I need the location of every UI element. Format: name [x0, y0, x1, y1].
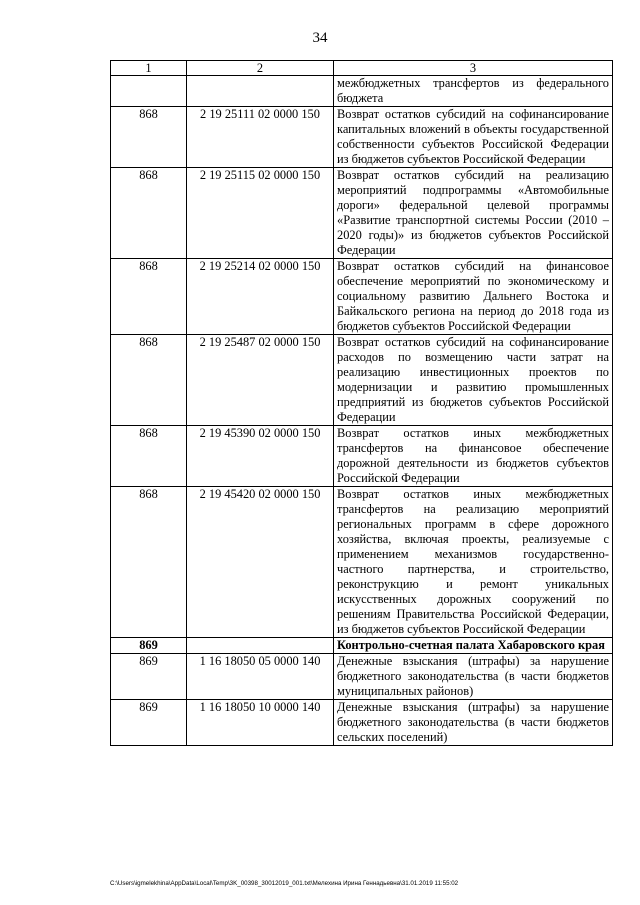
- table-row: [111, 654, 613, 700]
- revenue-name-cell: Возврат остатков иных межбюджетных трансфертов на реализацию мероприятий региональных программ в сфере дорожного хозяйства, включая проекты, реализуемые с применением механизмов государственно-частного партнерства, и строительство, реконструкцию и ремонт уникальных искусственных дорожных сооружений по решениям Правительства Российской Федерации, из бюджетов субъектов Российской Федерации: [334, 487, 613, 638]
- revenue-code-cell: [187, 638, 334, 654]
- table-row: [111, 107, 613, 168]
- table-row: [111, 335, 613, 426]
- column-header-1: 1: [111, 61, 187, 76]
- revenue-code-cell: 2 19 45390 02 0000 150: [187, 426, 334, 487]
- revenue-name-cell: межбюджетных трансфертов из федерального бюджета: [334, 76, 613, 107]
- admin-code-cell: 868: [111, 168, 187, 259]
- admin-code-cell: 869: [111, 638, 187, 654]
- administrator-name-cell: Контрольно-счетная палата Хабаровского края: [334, 638, 613, 654]
- table-row-section-heading: [111, 638, 613, 654]
- revenue-code-cell: 2 19 25214 02 0000 150: [187, 259, 334, 335]
- admin-code-cell: 868: [111, 335, 187, 426]
- admin-code-cell: 868: [111, 487, 187, 638]
- revenue-code-cell: 2 19 45420 02 0000 150: [187, 487, 334, 638]
- admin-code-cell: 868: [111, 426, 187, 487]
- table-row: [111, 426, 613, 487]
- admin-code-cell: [111, 76, 187, 107]
- revenue-code-cell: 1 16 18050 05 0000 140: [187, 654, 334, 700]
- revenue-code-cell: 1 16 18050 10 0000 140: [187, 700, 334, 746]
- admin-code-cell: 869: [111, 700, 187, 746]
- admin-code-cell: 868: [111, 259, 187, 335]
- revenue-name-cell: Денежные взыскания (штрафы) за нарушение бюджетного законодательства (в части бюджетов сельских поселений): [334, 700, 613, 746]
- revenue-name-cell: Возврат остатков субсидий на реализацию мероприятий подпрограммы «Автомобильные дороги» федеральной целевой программы «Развитие транспортной системы России (2010 – 2020 годы)» из бюджетов субъектов Российской Федерации: [334, 168, 613, 259]
- column-header-2: 2: [187, 61, 334, 76]
- table-row: [111, 700, 613, 746]
- table-row: [111, 259, 613, 335]
- revenue-code-cell: 2 19 25111 02 0000 150: [187, 107, 334, 168]
- column-header-3: 3: [334, 61, 613, 76]
- revenue-name-cell: Возврат остатков субсидий на софинансирование расходов по возмещению части затрат на реализацию инвестиционных проектов по модернизации и развитию промышленных предприятий из бюджетов субъектов Российской Федерации: [334, 335, 613, 426]
- table-row: [111, 76, 613, 107]
- table-header-row: [111, 61, 613, 76]
- budget-codes-table: [110, 60, 613, 746]
- revenue-code-cell: 2 19 25487 02 0000 150: [187, 335, 334, 426]
- revenue-name-cell: Возврат остатков субсидий на софинансирование капитальных вложений в объекты государственной собственности субъектов Российской Федерации из бюджетов субъектов Российской Федерации: [334, 107, 613, 168]
- revenue-name-cell: Возврат остатков иных межбюджетных трансфертов на финансовое обеспечение дорожной деятельности из бюджетов субъектов Российской Федерации: [334, 426, 613, 487]
- admin-code-cell: 868: [111, 107, 187, 168]
- admin-code-cell: 869: [111, 654, 187, 700]
- table-row: [111, 487, 613, 638]
- table-row: [111, 168, 613, 259]
- revenue-code-cell: [187, 76, 334, 107]
- page-number: 34: [312, 30, 328, 46]
- file-path-footer: C:\Users\igmelekhina\AppData\Local\Temp\3K_00398_30012019_001.txt\Мелехина Ирина Геннадьевна\31.01.2019 11:55:02: [110, 880, 459, 887]
- revenue-code-cell: 2 19 25115 02 0000 150: [187, 168, 334, 259]
- revenue-name-cell: Денежные взыскания (штрафы) за нарушение бюджетного законодательства (в части бюджетов муниципальных районов): [334, 654, 613, 700]
- revenue-name-cell: Возврат остатков субсидий на финансовое обеспечение мероприятий по экономическому и социальному развитию Дальнего Востока и Байкальского региона на период до 2018 года из бюджетов субъектов Российской Федерации: [334, 259, 613, 335]
